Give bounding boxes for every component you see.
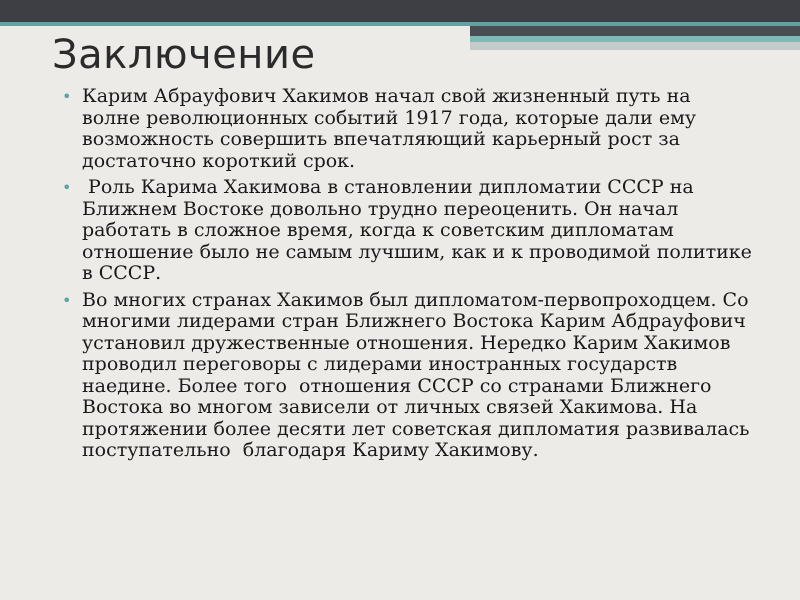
decor-bar-dark [470, 26, 800, 36]
slide-title: Заключение [52, 32, 316, 78]
bullet-text: Во многих странах Хакимов был дипломатом-первопроходцем. Со многими лидерами стран Ближнего Востока Карим Абдрауфович установил дружественные отношения. Нередко Карим Хакимов проводил переговоры с лидерами иностранных государств наедине. Более того отношения СССР со странами Ближнего Востока во многом зависели от личных связей Хакимова. На протяжении более десяти лет советская дипломатия развивалась поступательно благодаря Кариму Хакимову. [82, 288, 756, 461]
bullet-item [62, 86, 752, 172]
bullet-text: Роль Карима Хакимова в становлении дипломатии СССР на Ближнем Востоке довольно трудно переоценить. Он начал работать в сложное время, когда к советским дипломатам отношение было не самым лучшим, как и к проводимой политике в СССР. [82, 176, 758, 284]
bullet-text: Карим Абрауфович Хакимов начал свой жизненный путь на волне революционных событий 1917 года, которые дали ему возможность совершить впечатляющий карьерный рост за достаточно короткий срок. [82, 85, 697, 172]
bullet-item [62, 288, 756, 462]
bullet-icon: • [62, 290, 72, 310]
header-band [0, 0, 800, 22]
bullet-list [62, 85, 758, 467]
bullet-icon: • [62, 87, 72, 106]
bullet-icon: • [62, 178, 72, 197]
decor-bar-gray [470, 42, 800, 50]
bullet-item [62, 176, 758, 285]
